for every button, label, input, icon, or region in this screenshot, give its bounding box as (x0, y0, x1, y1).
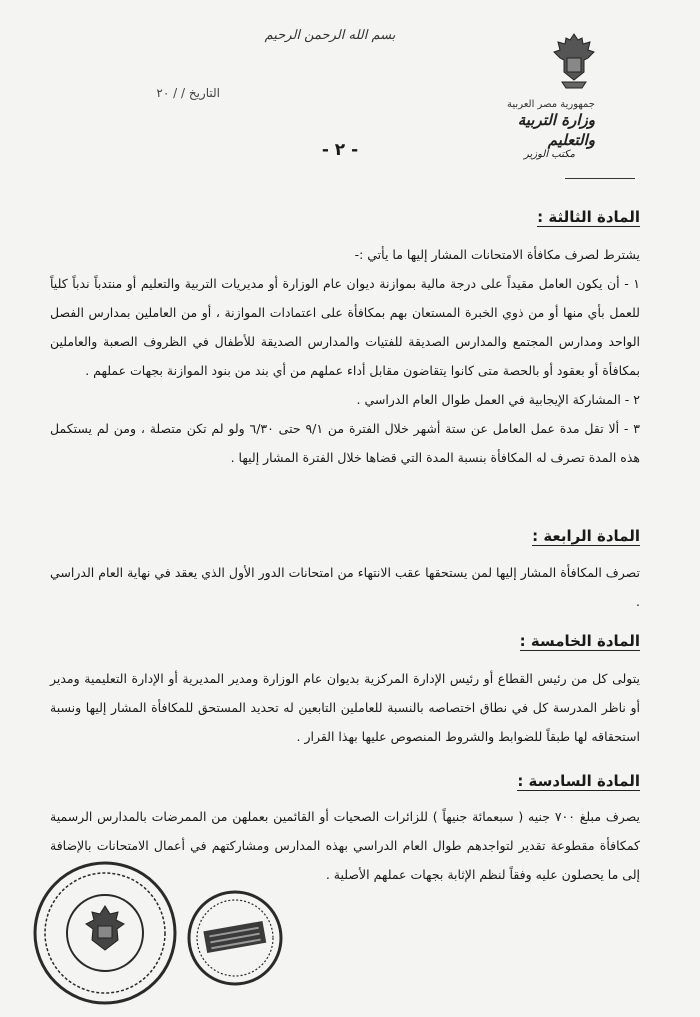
page-number: - ٢ - (321, 140, 359, 160)
article5-body: يتولى كل من رئيس القطاع أو رئيس الإدارة المركزية بديوان عام الوزارة ومدير المديرية أو الإدارة التعليمية ومدير أو ناظر المدرسة كل في نطاق اختصاصه بالنسبة للعاملين التابعين له تحديد المستحق للمكافأة المشار إليها ونسبة استحقاقه لها طبقاً للضوابط والشروط المنصوص عليها بهذا القرار . (50, 671, 640, 744)
article3-condition2: ٢ - المشاركة الإيجابية في العمل طوال العام الدراسي . (356, 392, 640, 407)
article4-body: تصرف المكافأة المشار إليها لمن يستحقها عقب الانتهاء من امتحانات الدور الأول الذي يعقد في نهاية العام الدراسي . (50, 565, 640, 609)
date-field: التاريخ / / ٢٠ (156, 86, 220, 100)
article3-intro: يشترط لصرف مكافأة الامتحانات المشار إليها ما يأتي :- (354, 247, 640, 262)
article4-heading: المادة الرابعة : (532, 527, 640, 545)
basmala: بسم الله الرحمن الرحيم (264, 28, 396, 43)
ministry-letterhead (475, 98, 595, 160)
round-stamp-icon (185, 888, 285, 988)
article6-body: يصرف مبلغ ٧٠٠ جنيه ( سبعمائة جنيهاً ) للزائرات الصحيات أو القائمين بعملهن من الممرضات بالمدارس الرسمية كمكافأة مقطوعة تقدير لتواجدهم طوال العام الدراسي بهذه المدارس ومشاركتهم في أعمال الامتحانات بالإضافة إلى ما يحصلون عليه وفقاً لنظم الإثابة بجهات عملهم الأصلية . (50, 809, 640, 882)
article3-condition3: ٣ - ألا تقل مدة عمل العامل عن ستة أشهر خلال الفترة من ٩/١ حتى ٦/٣٠ ولو لم تكن متصلة ، ومن لم يستكمل هذه المدة تصرف له المكافأة بنسبة المدة التي قضاها خلال الفترة المشار إليها . (50, 421, 640, 465)
article5-heading: المادة الخامسة : (519, 632, 640, 650)
official-seal-stamp-icon (30, 858, 180, 1008)
ministry-name: وزارة التربية والتعليم (517, 111, 595, 149)
letterhead-divider (565, 178, 635, 179)
article3-body (50, 240, 640, 472)
article3-heading: المادة الثالثة : (537, 208, 640, 226)
article3-condition1: ١ - أن يكون العامل مقيداً على درجة مالية بموازنة ديوان عام الوزارة أو مديريات التربية والتعليم أو منتدباً ندباً كلياً للعمل بأي منها أو من ذوي الخبرة المستعان بهم بمكافأة على اعتمادات الموازنة ، أو من العاملين بمدارس الفصل الواحد ومدارس المجتمع والمدارس الصديقة للفتيات والمدارس الصديقة للأطفال في الظروف الصعبة والعاملين بمكافأة أو بعقود أو بالحصة متى كانوا يتقاضون مقابل أداء عملهم من أي بند من بنود الموازنة بجهات عملهم . (50, 276, 640, 378)
eagle-emblem-icon (548, 30, 600, 90)
ministry-office: مكتب الوزير (523, 149, 575, 160)
ministry-country: جمهورية مصر العربية (507, 99, 595, 110)
article6-heading: المادة السادسة : (517, 772, 640, 790)
